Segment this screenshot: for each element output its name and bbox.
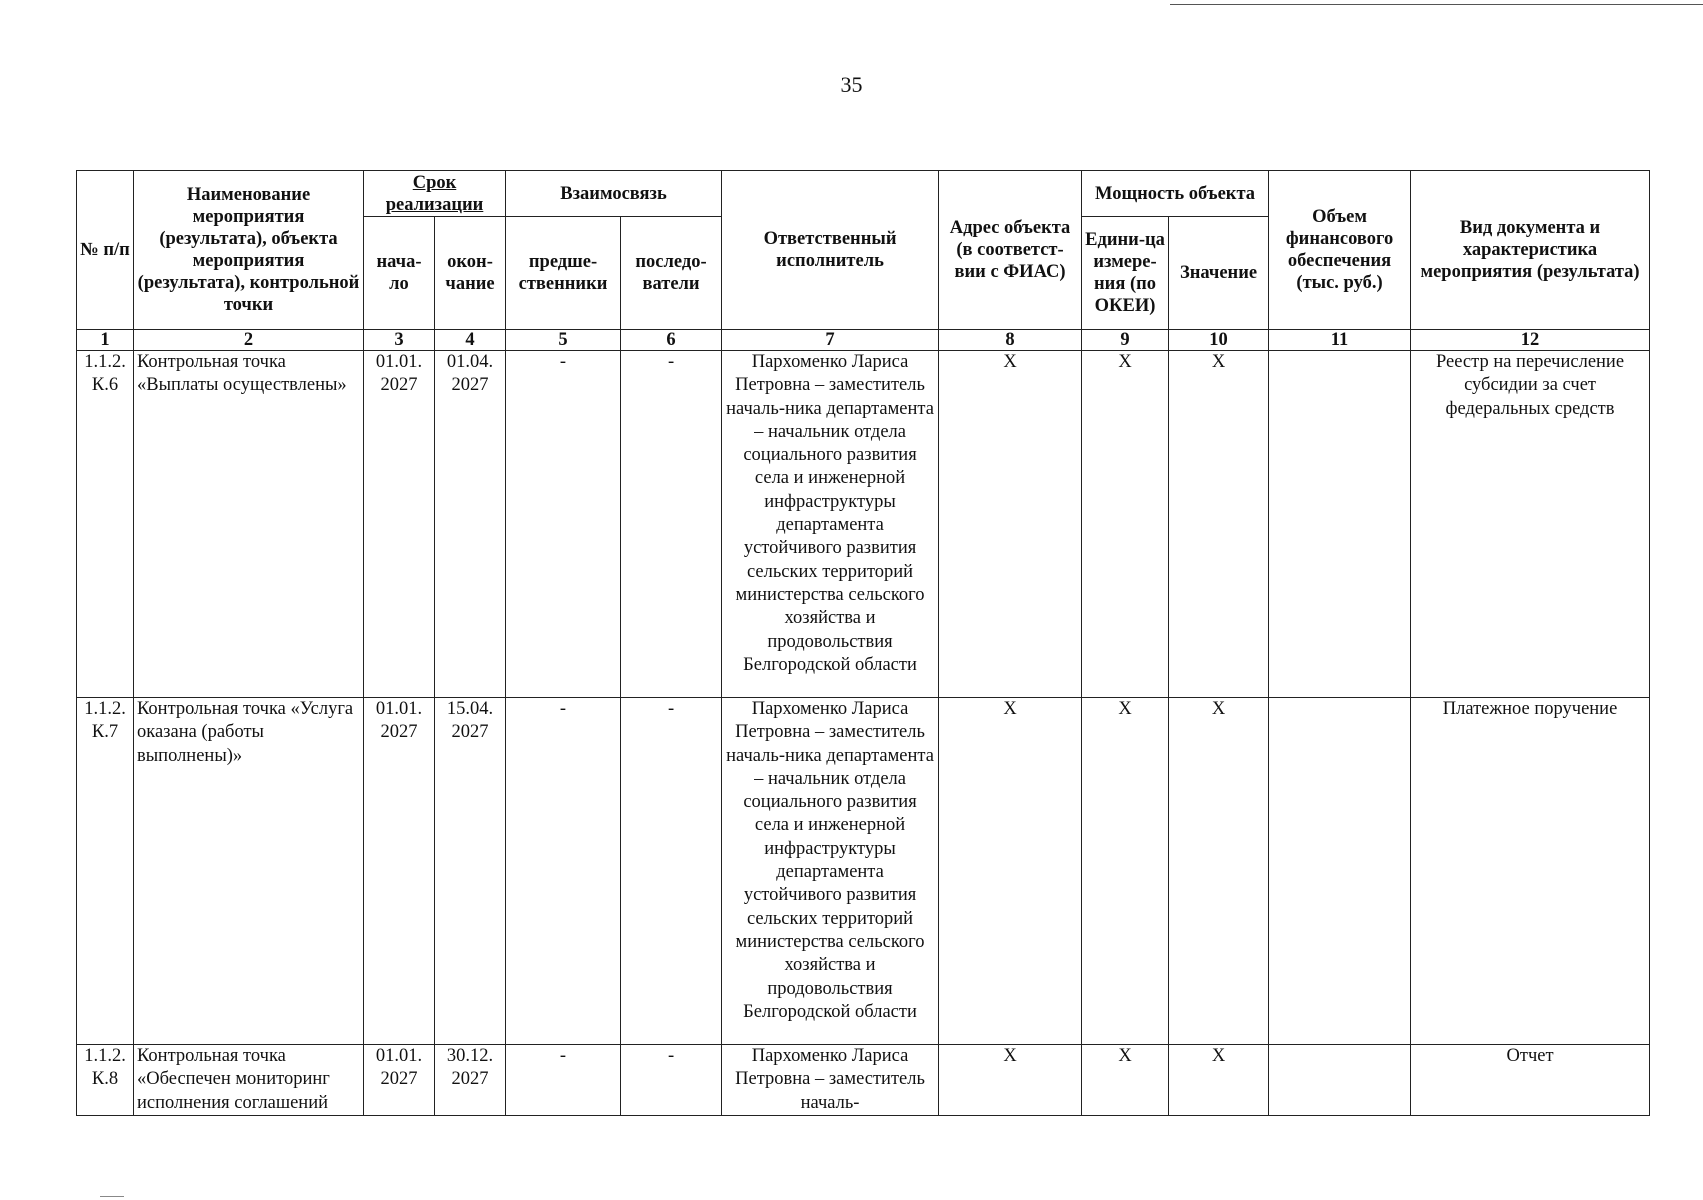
row-document: Реестр на перечисление субсидии за счет федеральных средств xyxy=(1411,351,1650,698)
top-edge-line xyxy=(1170,4,1703,5)
column-number: 6 xyxy=(621,330,722,351)
row-successors: - xyxy=(621,1045,722,1116)
row-address: X xyxy=(939,698,1082,1045)
header-term-start: нача-ло xyxy=(364,217,435,330)
header-relation-prev: предше-ственники xyxy=(506,217,621,330)
header-capacity: Мощность объекта xyxy=(1082,171,1269,217)
header-relation: Взаимосвязь xyxy=(506,171,722,217)
header-relation-next: последо-ватели xyxy=(621,217,722,330)
row-responsible: Пархоменко Лариса Петровна – заместитель началь- xyxy=(722,1045,939,1116)
row-name: Контрольная точка «Выплаты осуществлены» xyxy=(134,351,364,698)
row-unit: X xyxy=(1082,1045,1169,1116)
row-document: Отчет xyxy=(1411,1045,1650,1116)
header-term-end: окон-чание xyxy=(435,217,506,330)
row-start-date: 01.01. 2027 xyxy=(364,698,435,1045)
header-doc-type: Вид документа и характеристика мероприятия (результата) xyxy=(1411,171,1650,330)
table-row xyxy=(77,698,1650,1045)
row-finance xyxy=(1269,1045,1411,1116)
table-row xyxy=(77,351,1650,698)
row-end-date: 15.04. 2027 xyxy=(435,698,506,1045)
row-successors: - xyxy=(621,351,722,698)
row-address: X xyxy=(939,1045,1082,1116)
row-predecessors: - xyxy=(506,351,621,698)
column-number: 5 xyxy=(506,330,621,351)
row-document: Платежное поручение xyxy=(1411,698,1650,1045)
column-numbers-row xyxy=(77,330,1650,351)
column-number: 3 xyxy=(364,330,435,351)
header-responsible: Ответственный исполнитель xyxy=(722,171,939,330)
table-row xyxy=(77,1045,1650,1116)
row-number: 1.1.2. К.8 xyxy=(77,1045,134,1116)
row-value: X xyxy=(1169,351,1269,698)
row-value: X xyxy=(1169,1045,1269,1116)
row-finance xyxy=(1269,351,1411,698)
row-value: X xyxy=(1169,698,1269,1045)
row-number: 1.1.2. К.6 xyxy=(77,351,134,698)
row-successors: - xyxy=(621,698,722,1045)
row-finance xyxy=(1269,698,1411,1045)
column-number: 10 xyxy=(1169,330,1269,351)
row-address: X xyxy=(939,351,1082,698)
header-no: № п/п xyxy=(77,171,134,330)
column-number: 1 xyxy=(77,330,134,351)
row-start-date: 01.01. 2027 xyxy=(364,1045,435,1116)
row-responsible: Пархоменко Лариса Петровна – заместитель началь-ника департамента – начальник отдела социального развития села и инженерной инфраструктуры департамента устойчивого развития сельских территорий министерства сельского хозяйства и продовольствия Белгородской области xyxy=(722,351,939,698)
bottom-edge-mark xyxy=(100,1196,124,1197)
row-end-date: 01.04. 2027 xyxy=(435,351,506,698)
row-name: Контрольная точка «Обеспечен мониторинг исполнения соглашений xyxy=(134,1045,364,1116)
header-term: Срок реализации xyxy=(364,171,506,217)
header-name: Наименование мероприятия (результата), объекта мероприятия (результата), контрольной точки xyxy=(134,171,364,330)
header-capacity-unit: Едини-ца измере-ния (по ОКЕИ) xyxy=(1082,217,1169,330)
column-number: 11 xyxy=(1269,330,1411,351)
row-end-date: 30.12. 2027 xyxy=(435,1045,506,1116)
row-unit: X xyxy=(1082,698,1169,1045)
column-number: 8 xyxy=(939,330,1082,351)
row-name: Контрольная точка «Услуга оказана (работы выполнены)» xyxy=(134,698,364,1045)
column-number: 4 xyxy=(435,330,506,351)
row-unit: X xyxy=(1082,351,1169,698)
row-start-date: 01.01. 2027 xyxy=(364,351,435,698)
header-finance: Объем финансового обеспечения (тыс. руб.) xyxy=(1269,171,1411,330)
row-responsible: Пархоменко Лариса Петровна – заместитель началь-ника департамента – начальник отдела социального развития села и инженерной инфраструктуры департамента устойчивого развития сельских территорий министерства сельского хозяйства и продовольствия Белгородской области xyxy=(722,698,939,1045)
page-number: 35 xyxy=(840,72,863,97)
row-predecessors: - xyxy=(506,1045,621,1116)
row-predecessors: - xyxy=(506,698,621,1045)
column-number: 7 xyxy=(722,330,939,351)
events-table xyxy=(76,170,1650,1116)
column-number: 12 xyxy=(1411,330,1650,351)
header-address: Адрес объекта (в соответст-вии с ФИАС) xyxy=(939,171,1082,330)
row-number: 1.1.2. К.7 xyxy=(77,698,134,1045)
header-capacity-value: Значение xyxy=(1169,217,1269,330)
column-number: 9 xyxy=(1082,330,1169,351)
column-number: 2 xyxy=(134,330,364,351)
